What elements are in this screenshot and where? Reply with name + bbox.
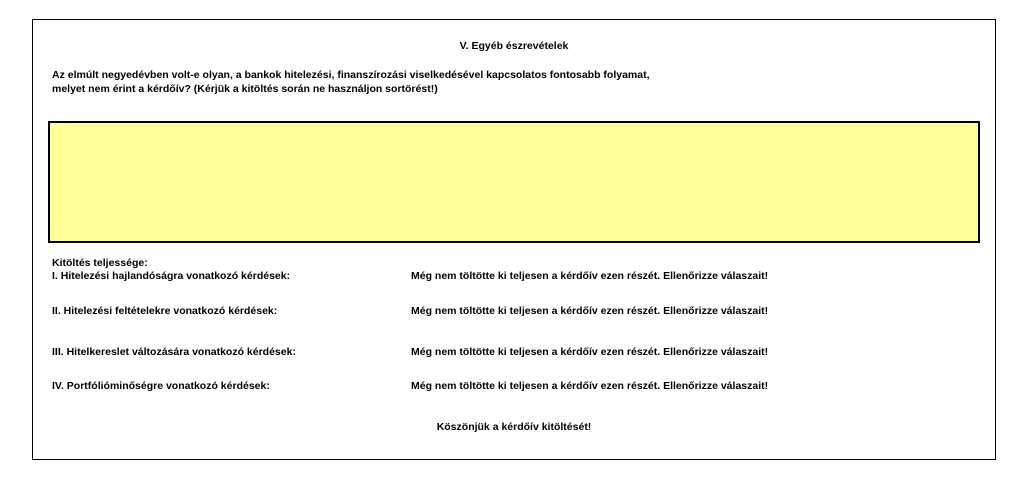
question-line-1: Az elmúlt negyedévben volt-e olyan, a bankok hitelezési, finanszírozási viselkedésével kapcsolatos fontosabb folyamat, — [52, 69, 650, 81]
completeness-row-4-label: IV. Portfólióminőségre vonatkozó kérdések: — [52, 380, 270, 392]
completeness-row-1-label: I. Hitelezési hajlandóságra vonatkozó kérdések: — [52, 270, 291, 282]
form-frame — [32, 19, 996, 460]
completeness-label: Kitöltés teljessége: — [52, 257, 148, 269]
completeness-row-2-label: II. Hitelezési feltételekre vonatkozó kérdések: — [52, 305, 278, 317]
completeness-row-3-status: Még nem töltötte ki teljesen a kérdőív ezen részét. Ellenőrizze válaszait! — [411, 346, 769, 358]
completeness-row-4-status: Még nem töltötte ki teljesen a kérdőív ezen részét. Ellenőrizze válaszait! — [411, 380, 769, 392]
completeness-row-3-label: III. Hitelkereslet változására vonatkozó kérdések: — [52, 346, 296, 358]
answer-input-box[interactable] — [48, 121, 980, 243]
completeness-row-2-status: Még nem töltötte ki teljesen a kérdőív ezen részét. Ellenőrizze válaszait! — [411, 305, 769, 317]
section-title: V. Egyéb észrevételek — [459, 40, 569, 52]
question-line-2: melyet nem érint a kérdőív? (Kérjük a kitöltés során ne használjon sortörést!) — [52, 83, 438, 95]
completeness-row-1-status: Még nem töltötte ki teljesen a kérdőív ezen részét. Ellenőrizze válaszait! — [411, 270, 769, 282]
thanks-message: Köszönjük a kérdőív kitöltését! — [436, 421, 592, 433]
